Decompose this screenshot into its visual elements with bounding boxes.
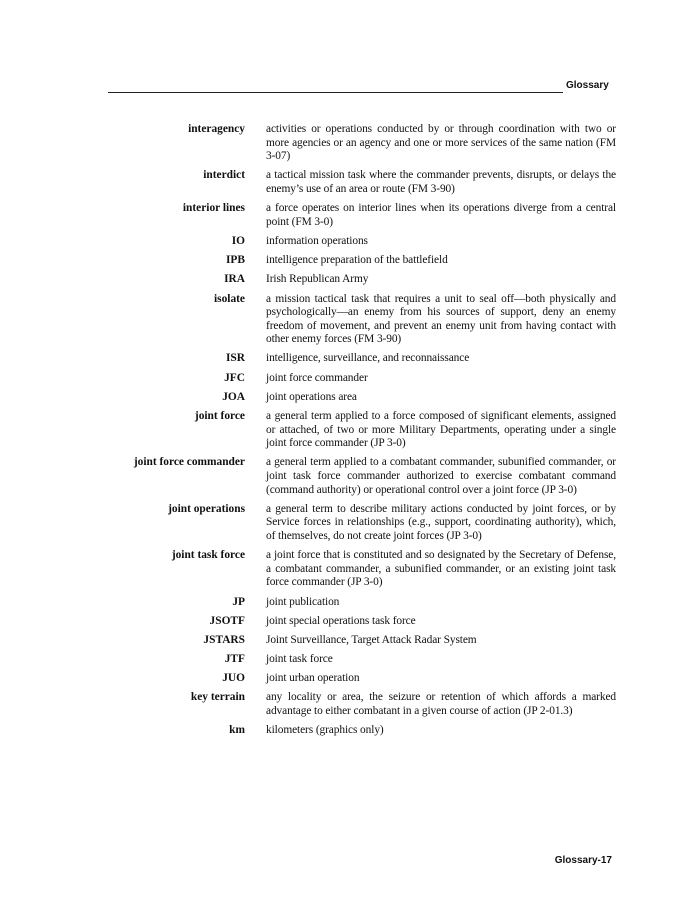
entry-term: key terrain	[190, 691, 245, 704]
entry-term: JUO	[222, 672, 245, 685]
entry-definition: joint special operations task force	[266, 614, 416, 627]
glossary-entry	[100, 169, 616, 196]
glossary-entry	[100, 123, 616, 164]
glossary-entry	[100, 235, 616, 249]
entry-definition: a mission tactical task that requires a unit to seal off—both physically and psychologically—an enemy from his sources of support, deny an enemy freedom of movement, and prevent an enemy unit from having contact with other enemy forces (FM 3-90)	[266, 292, 616, 346]
entry-term: isolate	[213, 292, 245, 305]
entry-definition: joint publication	[266, 595, 340, 608]
entry-definition: Irish Republican Army	[266, 273, 369, 286]
glossary-entry	[100, 352, 616, 366]
entry-definition: intelligence, surveillance, and reconnaissance	[266, 352, 470, 365]
entry-definition: activities or operations conducted by or through coordination with two or more agencies or an agency and one or more services of the same nation (FM 3-07)	[266, 123, 616, 163]
page-number: Glossary-17	[554, 855, 612, 866]
entry-definition: joint task force	[266, 653, 333, 666]
entry-term: IRA	[224, 273, 245, 286]
entry-definition: a force operates on interior lines when its operations diverge from a central point (FM 3-0)	[266, 202, 616, 228]
glossary-entries	[100, 123, 616, 743]
entry-definition: joint operations area	[266, 390, 357, 403]
glossary-entry	[100, 273, 616, 287]
entry-definition: Joint Surveillance, Target Attack Radar System	[266, 633, 477, 646]
glossary-entry	[100, 254, 616, 268]
entry-definition: a general term to describe military actions conducted by joint forces, or by Service forces in relationships (e.g., support, coordinating authority), which, of themselves, do not create joint forces (JP 3-0)	[266, 502, 616, 542]
entry-term: interior lines	[182, 202, 245, 215]
entry-definition: a general term applied to a force composed of significant elements, assigned or attached, of two or more Military Departments, operating under a single joint force commander (JP 3-0)	[266, 410, 616, 450]
entry-definition: a joint force that is constituted and so designated by the Secretary of Defense, a combatant commander, a subunified commander, or an existing joint task force commander (JP 3-0)	[266, 549, 616, 589]
entry-term: JP	[232, 595, 245, 608]
entry-definition: joint urban operation	[266, 672, 360, 685]
entry-term: joint force commander	[133, 456, 245, 469]
glossary-entry	[100, 596, 616, 610]
entry-definition: a tactical mission task where the commander prevents, disrupts, or delays the enemy’s use of an area or route (FM 3-90)	[266, 169, 616, 195]
glossary-entry	[100, 615, 616, 629]
entry-term: IPB	[226, 254, 245, 267]
glossary-entry	[100, 456, 616, 497]
entry-definition: intelligence preparation of the battlefield	[266, 254, 448, 267]
glossary-entry	[100, 724, 616, 738]
glossary-entry	[100, 372, 616, 386]
entry-term: interagency	[188, 123, 245, 135]
entry-term: km	[229, 724, 245, 737]
glossary-entry	[100, 410, 616, 451]
glossary-entry	[100, 503, 616, 544]
entry-term: interdict	[203, 169, 245, 182]
entry-term: joint force	[194, 410, 245, 423]
entry-definition: any locality or area, the seizure or retention of which affords a marked advantage to either combatant in a given course of action (JP 2-01.3)	[266, 691, 616, 718]
glossary-entry	[100, 293, 616, 347]
glossary-entry	[100, 391, 616, 405]
entry-term: JTF	[224, 653, 245, 666]
glossary-entry	[100, 672, 616, 686]
entry-definition: a general term applied to a combatant commander, subunified commander, or joint task force commander authorized to exercise combatant command (command authority) or operational control over a joint force (JP 3-0)	[266, 456, 616, 496]
entry-term: ISR	[226, 352, 245, 365]
entry-term: JOA	[222, 390, 245, 403]
glossary-entry	[100, 691, 616, 718]
entry-term: JFC	[224, 371, 245, 384]
entry-term: IO	[231, 234, 245, 247]
entry-term: JSTARS	[203, 633, 245, 646]
glossary-entry	[100, 653, 616, 667]
entry-term: joint operations	[168, 502, 245, 515]
header-rule	[108, 92, 563, 93]
running-header-title: Glossary	[566, 80, 609, 91]
entry-term: JSOTF	[209, 614, 245, 627]
entry-definition: joint force commander	[266, 371, 368, 384]
glossary-entry	[100, 549, 616, 590]
glossary-entry	[100, 634, 616, 648]
entry-definition: kilometers (graphics only)	[266, 724, 384, 737]
entry-term: joint task force	[171, 549, 245, 562]
glossary-entry	[100, 202, 616, 229]
entry-definition: information operations	[266, 234, 368, 247]
